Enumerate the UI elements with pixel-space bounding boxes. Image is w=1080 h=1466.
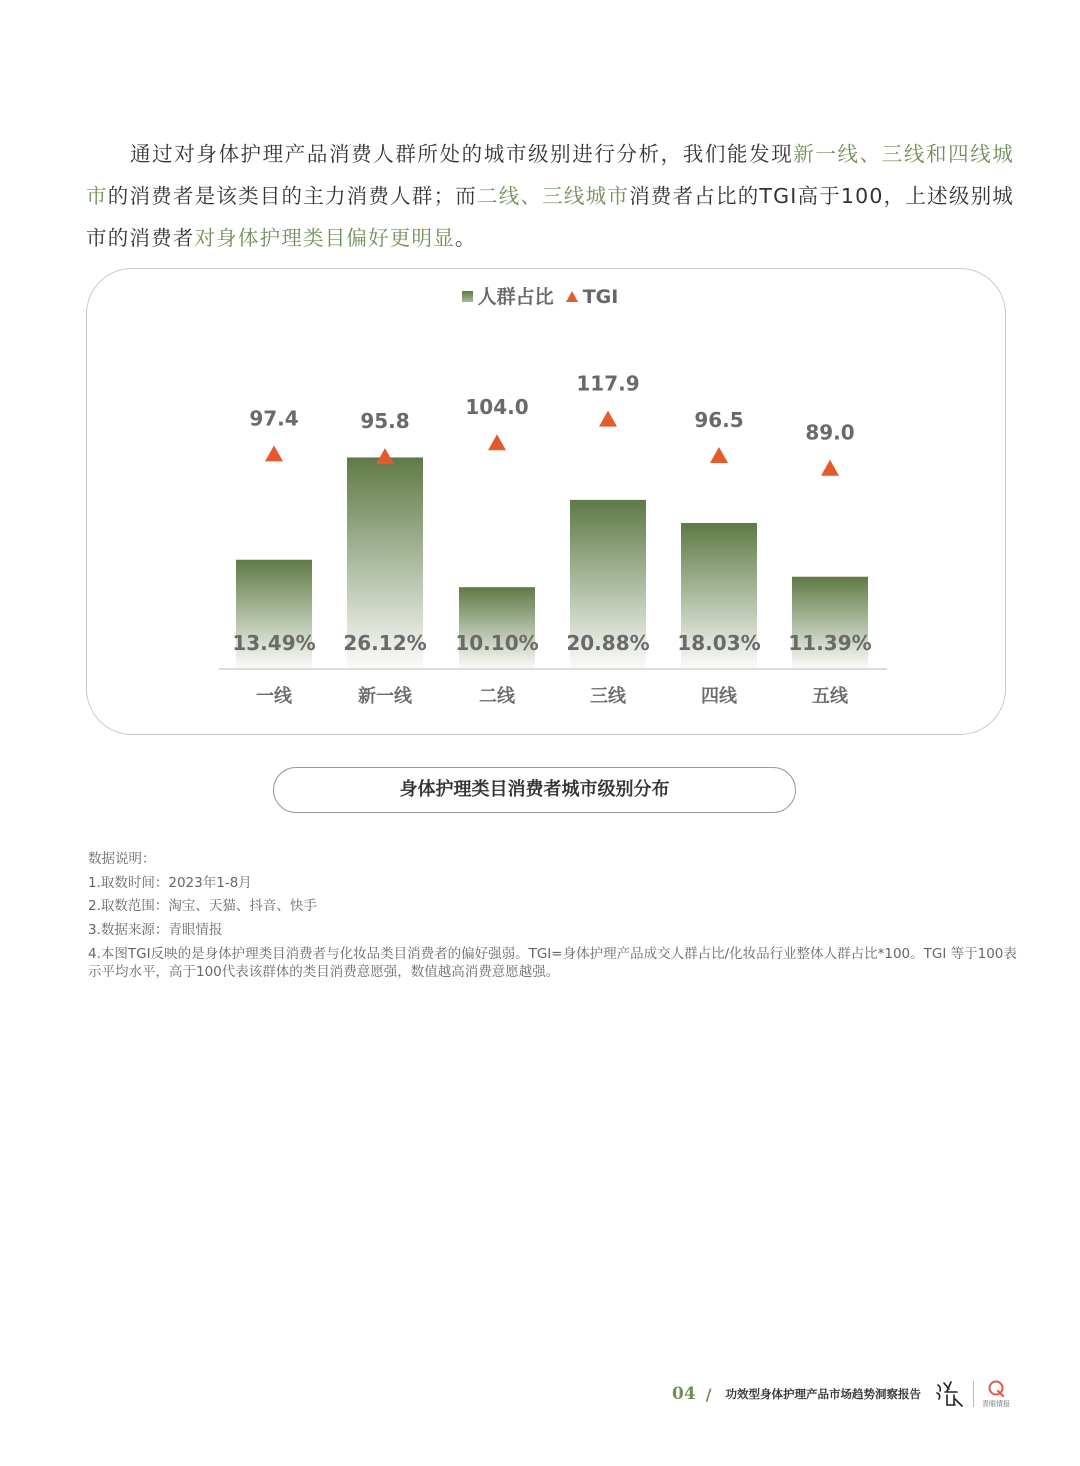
category-label: 五线 xyxy=(812,686,848,707)
category-label: 四线 xyxy=(701,686,737,707)
bar-value-label: 18.03% xyxy=(677,631,761,655)
category-label: 三线 xyxy=(590,686,626,707)
intro-highlight: 对身体护理类目偏好更明显 xyxy=(194,225,455,250)
note-item: 4.本图TGI反映的是身体护理类目消费者与化妆品类目消费者的偏好强弱。TGI=身体护理产品成交人群占比/化妆品行业整体人群占比*100。TGI 等于100表示平均水平，高于100代表该群体的类目消费意愿强，数值越高消费意愿越强。 xyxy=(88,946,1017,980)
note-item: 3.数据来源：青眼情报 xyxy=(88,921,223,938)
tgi-value-label: 117.9 xyxy=(576,371,640,396)
page-footer xyxy=(672,1378,1010,1410)
note-item: 2.取数范围：淘宝、天猫、抖音、快手 xyxy=(88,898,317,914)
tgi-marker-icon xyxy=(710,447,728,463)
bar-6 xyxy=(792,577,868,669)
tgi-marker-icon xyxy=(265,445,283,461)
category-label: 二线 xyxy=(479,686,515,707)
chart-caption: 身体护理类目消费者城市级别分布 xyxy=(273,767,796,813)
intro-text: 。 xyxy=(454,225,477,250)
legend-label-tgi: TGI xyxy=(582,286,619,308)
tgi-marker-icon xyxy=(821,460,839,476)
footer-divider xyxy=(973,1381,974,1407)
intro-text: 通过对身体护理产品消费人群所处的城市级别进行分析，我们能发现 xyxy=(130,141,794,166)
intro-highlight: 二线、三线城市 xyxy=(477,183,630,208)
tgi-marker-icon xyxy=(488,434,506,450)
page-number: 04 xyxy=(672,1384,696,1404)
intro-highlight: 新一线、三线和四线城市 xyxy=(86,141,1015,208)
data-notes xyxy=(88,848,1018,981)
report-title: 功效型身体护理产品市场趋势洞察报告 xyxy=(725,1387,922,1401)
bar-value-label: 10.10% xyxy=(455,631,539,655)
footer-slash: / xyxy=(705,1384,712,1404)
tgi-marker-icon xyxy=(599,411,617,427)
notes-heading: 数据说明： xyxy=(88,851,156,867)
bar-3 xyxy=(459,587,535,669)
tgi-value-label: 95.8 xyxy=(360,409,410,434)
qingyan-logo xyxy=(982,1380,1010,1409)
tgi-value-label: 96.5 xyxy=(694,407,744,432)
bar-value-label: 20.88% xyxy=(566,631,650,655)
brand-logo-icon xyxy=(935,1379,965,1409)
tgi-value-label: 97.4 xyxy=(249,406,299,431)
bar-value-label: 13.49% xyxy=(232,631,316,655)
bar-value-label: 11.39% xyxy=(788,631,872,655)
legend-label-share: 人群占比 xyxy=(477,286,554,308)
intro-text: 的消费者是该类目的主力消费人群；而 xyxy=(107,183,478,208)
qingyan-logo-text: 青眼情报 xyxy=(982,1399,1011,1408)
category-label: 一线 xyxy=(256,686,292,707)
tgi-value-label: 104.0 xyxy=(465,395,529,420)
intro-text: 消费者占比的TGI高于100，上述级别城市的消费者 xyxy=(86,183,1014,250)
note-item: 1.取数时间：2023年1-8月 xyxy=(88,874,252,891)
tgi-marker-icon xyxy=(376,448,394,464)
tgi-value-label: 89.0 xyxy=(805,420,855,445)
qingyan-logo-icon xyxy=(987,1380,1005,1398)
bar-value-label: 26.12% xyxy=(343,631,427,655)
category-label: 新一线 xyxy=(358,686,412,707)
